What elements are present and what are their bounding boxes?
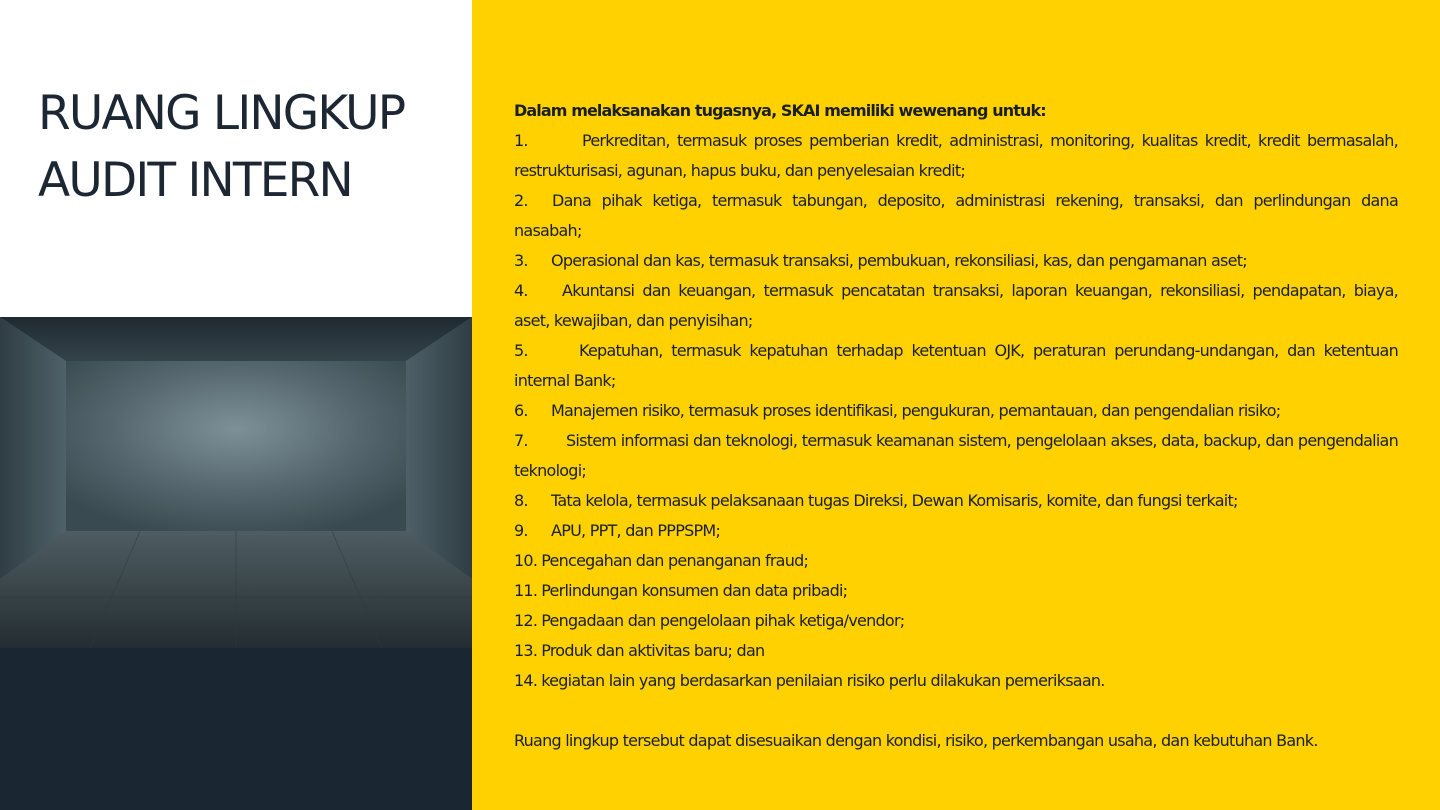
item-text: Produk dan aktivitas baru; dan — [541, 641, 765, 660]
content-panel — [472, 0, 1440, 810]
list-item — [514, 186, 1398, 246]
list-item — [514, 246, 1398, 276]
item-number: 5. — [514, 341, 528, 360]
item-text: Perlindungan konsumen dan data pribadi; — [541, 581, 848, 600]
item-number: 6. — [514, 401, 528, 420]
room-illustration — [0, 317, 472, 648]
dark-footer-panel — [0, 648, 472, 810]
list-item — [514, 636, 1398, 666]
item-number: 12. — [514, 611, 538, 630]
content-body — [514, 96, 1398, 756]
item-text: Tata kelola, termasuk pelaksanaan tugas Direksi, Dewan Komisaris, komite, dan fungsi terkait; — [551, 491, 1238, 510]
item-number: 7. — [514, 431, 528, 450]
item-number: 11. — [514, 581, 538, 600]
closing-text: Ruang lingkup tersebut dapat disesuaikan dengan kondisi, risiko, perkembangan usaha, dan kebutuhan Bank. — [514, 731, 1318, 750]
item-text: Akuntansi dan keuangan, termasuk pencatatan transaksi, laporan keuangan, rekonsiliasi, pendapatan, biaya, aset, kewajiban, dan penyisihan; — [514, 281, 1398, 330]
item-number: 3. — [514, 251, 528, 270]
list-item — [514, 576, 1398, 606]
list-item — [514, 126, 1398, 186]
item-text: APU, PPT, dan PPPSPM; — [551, 521, 721, 540]
item-text: Pengadaan dan pengelolaan pihak ketiga/vendor; — [541, 611, 905, 630]
intro-text: Dalam melaksanakan tugasnya, SKAI memiliki wewenang untuk: — [514, 101, 1046, 120]
list-item — [514, 396, 1398, 426]
item-number: 1. — [514, 131, 528, 150]
item-number: 8. — [514, 491, 528, 510]
list-item — [514, 336, 1398, 396]
list-item — [514, 666, 1398, 696]
list-item — [514, 486, 1398, 516]
item-number: 9. — [514, 521, 528, 540]
title-line-2: AUDIT INTERN — [38, 153, 352, 208]
list-item — [514, 426, 1398, 486]
item-text: Sistem informasi dan teknologi, termasuk keamanan sistem, pengelolaan akses, data, backup, dan pengendalian teknologi; — [514, 431, 1398, 480]
item-text: Pencegahan dan penanganan fraud; — [541, 551, 809, 570]
item-text: Manajemen risiko, termasuk proses identifikasi, pengukuran, pemantauan, dan pengendalian risiko; — [551, 401, 1281, 420]
empty-room-photo — [0, 317, 472, 648]
item-text: Kepatuhan, termasuk kepatuhan terhadap ketentuan OJK, peraturan perundang-undangan, dan ketentuan internal Bank; — [514, 341, 1398, 390]
item-text: Perkreditan, termasuk proses pemberian kredit, administrasi, monitoring, kualitas kredit, kredit bermasalah, restrukturisasi, agunan, hapus buku, dan penyelesaian kredit; — [514, 131, 1398, 180]
list-item — [514, 546, 1398, 576]
item-number: 14. — [514, 671, 538, 690]
item-text: Operasional dan kas, termasuk transaksi, pembukuan, rekonsiliasi, kas, dan pengamanan aset; — [551, 251, 1247, 270]
title-line-1: RUANG LINGKUP — [38, 86, 405, 141]
title-panel — [0, 0, 472, 317]
item-number: 10. — [514, 551, 538, 570]
item-text: kegiatan lain yang berdasarkan penilaian risiko perlu dilakukan pemeriksaan. — [541, 671, 1105, 690]
list-item — [514, 516, 1398, 546]
list-item — [514, 606, 1398, 636]
item-text: Dana pihak ketiga, termasuk tabungan, deposito, administrasi rekening, transaksi, dan perlindungan dana nasabah; — [514, 191, 1398, 240]
item-number: 13. — [514, 641, 538, 660]
item-number: 4. — [514, 281, 528, 300]
item-number: 2. — [514, 191, 528, 210]
list-item — [514, 276, 1398, 336]
slide-title — [38, 80, 458, 214]
paragraph-spacer — [514, 696, 1398, 726]
